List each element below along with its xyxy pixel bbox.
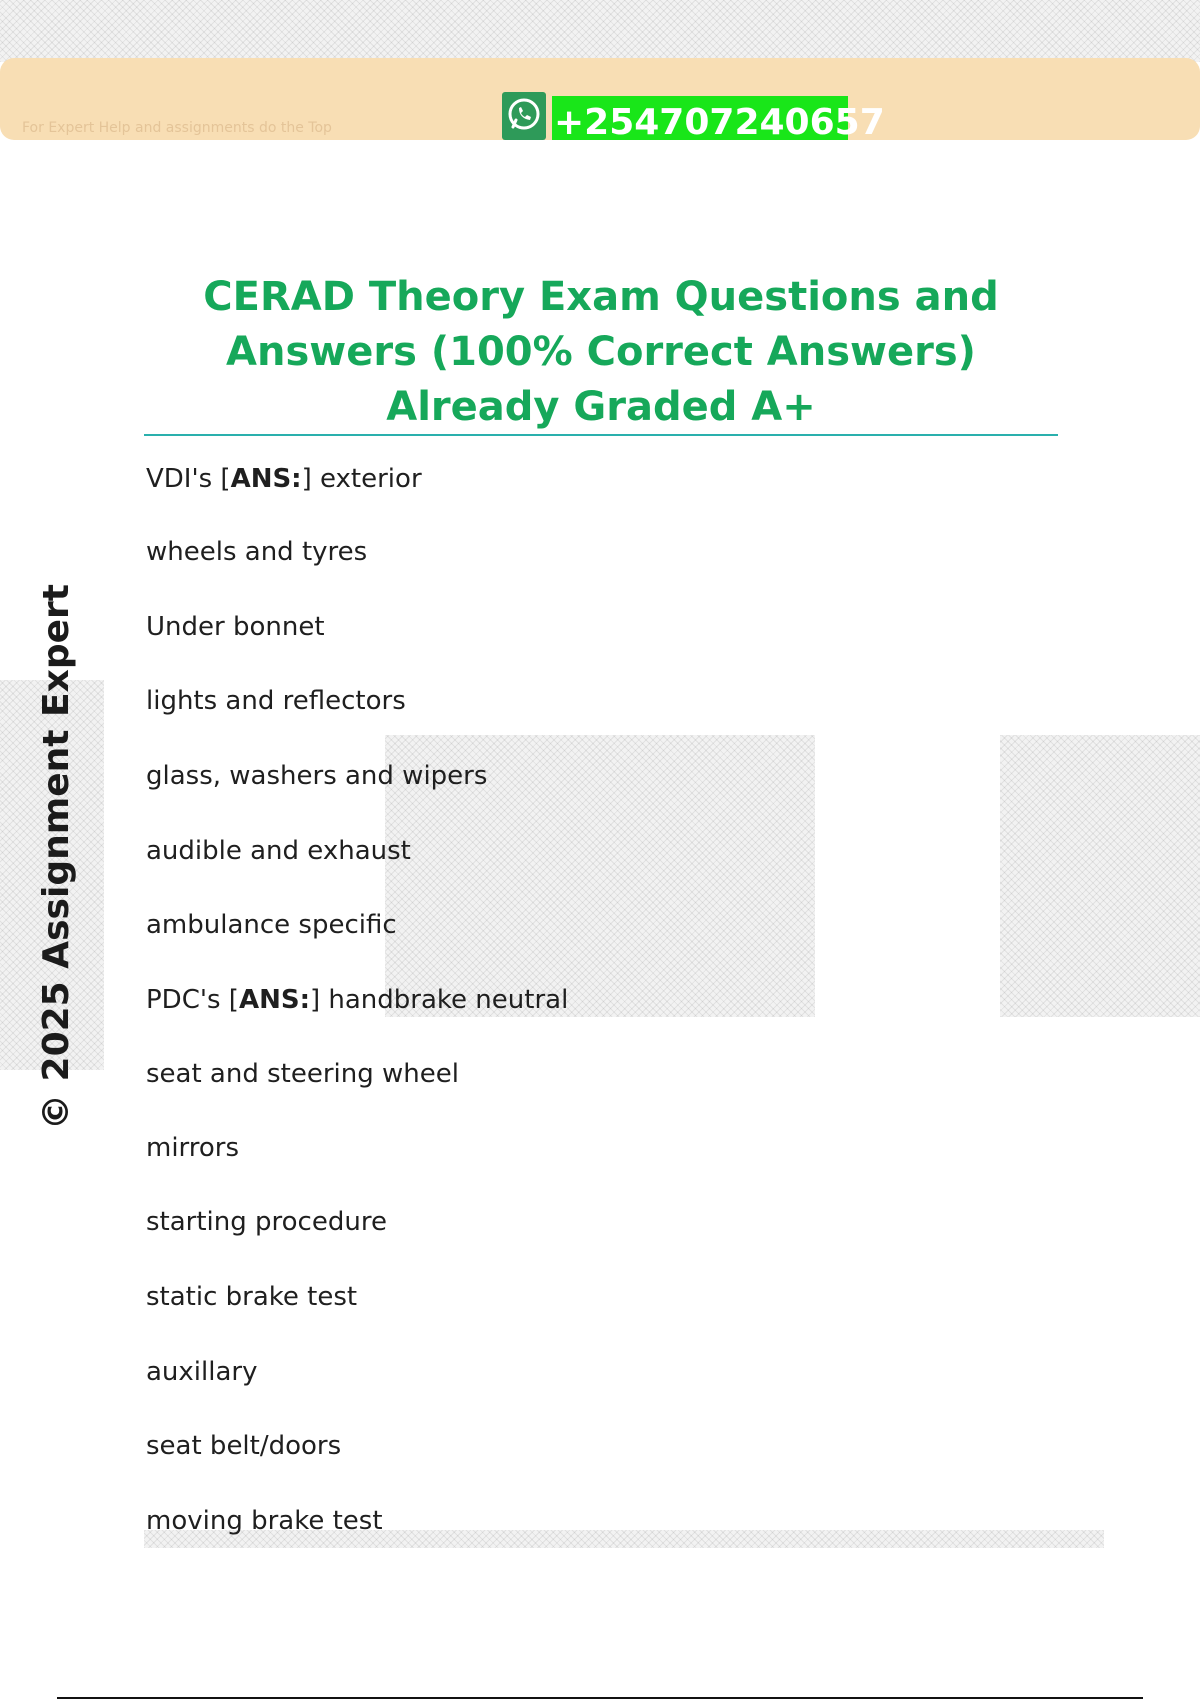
answer-line: moving brake test: [146, 1506, 383, 1536]
answer-line: ambulance specific: [146, 910, 397, 940]
top-decorative-pattern: [0, 0, 1200, 62]
answer-line: starting procedure: [146, 1207, 387, 1237]
answer-line: PDC's [ANS:] handbrake neutral: [146, 985, 569, 1015]
contact-banner: [0, 58, 1200, 143]
answer-line: VDI's [ANS:] exterior: [146, 464, 422, 494]
answer-line: seat belt/doors: [146, 1431, 342, 1461]
answer-line: lights and reflectors: [146, 686, 406, 716]
answer-line: seat and steering wheel: [146, 1059, 459, 1089]
answer-line: static brake test: [146, 1282, 358, 1312]
answer-line: glass, washers and wipers: [146, 761, 488, 791]
title-underline: [144, 434, 1058, 436]
copyright-watermark: © 2025 Assignment Expert: [36, 584, 77, 1130]
answer-line: auxillary: [146, 1357, 258, 1387]
phone-number-link[interactable]: +254707240657: [552, 96, 848, 140]
page-bottom-rule: [57, 1697, 1143, 1699]
banner-faint-text: For Expert Help and assignments do the Top: [22, 120, 332, 136]
answer-line: Under bonnet: [146, 612, 325, 642]
watermark-pattern-right: [1000, 735, 1200, 1017]
answer-line: audible and exhaust: [146, 836, 411, 866]
answer-line: mirrors: [146, 1133, 240, 1163]
answer-line: wheels and tyres: [146, 537, 368, 567]
whatsapp-icon[interactable]: [502, 92, 546, 140]
document-title: CERAD Theory Exam Questions and Answers (100% Correct Answers) Already Graded A+: [203, 274, 999, 430]
